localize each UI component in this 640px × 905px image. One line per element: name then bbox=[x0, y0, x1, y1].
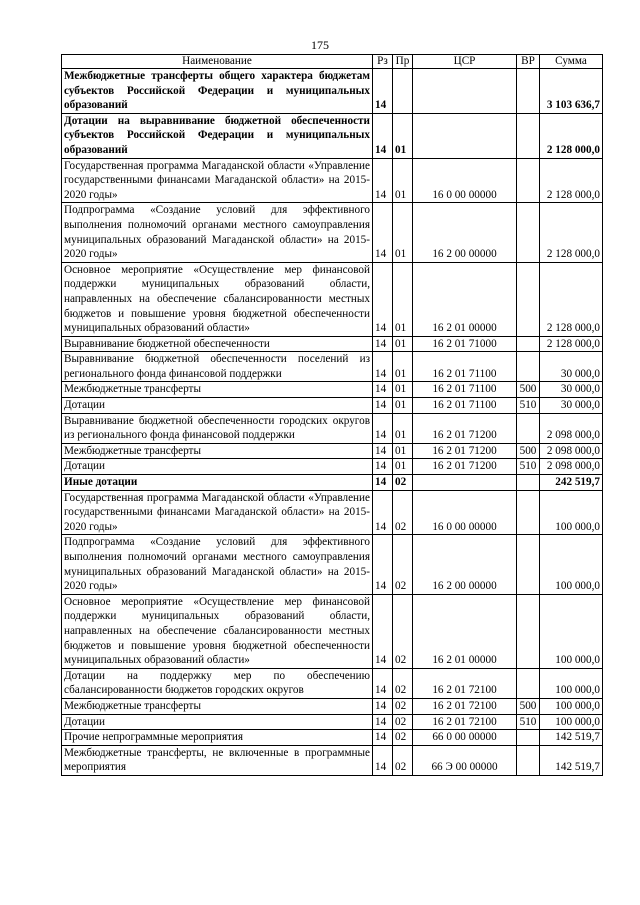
cell-pr: 01 bbox=[393, 459, 413, 475]
table-row bbox=[62, 745, 603, 775]
cell-rz: 14 bbox=[373, 698, 393, 714]
cell-rz: 14 bbox=[373, 158, 393, 203]
cell-name: Дотации bbox=[62, 398, 373, 414]
cell-vr: 510 bbox=[517, 459, 540, 475]
cell-rz: 14 bbox=[373, 413, 393, 443]
cell-name: Межбюджетные трансферты bbox=[62, 443, 373, 459]
table-row bbox=[62, 158, 603, 203]
cell-rz: 14 bbox=[373, 668, 393, 698]
cell-csr: 16 2 01 72100 bbox=[413, 698, 517, 714]
cell-vr bbox=[517, 69, 540, 114]
cell-name: Дотации bbox=[62, 459, 373, 475]
cell-pr bbox=[393, 69, 413, 114]
cell-rz: 14 bbox=[373, 714, 393, 730]
cell-sum: 30 000,0 bbox=[540, 382, 603, 398]
cell-sum: 100 000,0 bbox=[540, 490, 603, 535]
table-row bbox=[62, 352, 603, 382]
cell-csr: 16 2 01 00000 bbox=[413, 594, 517, 668]
cell-rz: 14 bbox=[373, 398, 393, 414]
header-sum: Сумма bbox=[540, 55, 603, 69]
cell-pr: 01 bbox=[393, 158, 413, 203]
cell-vr bbox=[517, 535, 540, 594]
cell-csr: 16 2 01 71100 bbox=[413, 352, 517, 382]
header-csr: ЦСР bbox=[413, 55, 517, 69]
cell-sum: 100 000,0 bbox=[540, 594, 603, 668]
cell-csr: 16 2 01 00000 bbox=[413, 262, 517, 336]
cell-pr: 02 bbox=[393, 668, 413, 698]
cell-rz: 14 bbox=[373, 475, 393, 491]
cell-name: Дотации на поддержку мер по обеспечению сбалансированности бюджетов городских округов bbox=[62, 668, 373, 698]
cell-name: Межбюджетные трансферты, не включенные в программные мероприятия bbox=[62, 745, 373, 775]
cell-sum: 142 519,7 bbox=[540, 745, 603, 775]
table-row bbox=[62, 398, 603, 414]
cell-rz: 14 bbox=[373, 69, 393, 114]
cell-csr: 16 2 00 00000 bbox=[413, 203, 517, 262]
cell-vr: 500 bbox=[517, 443, 540, 459]
cell-pr: 01 bbox=[393, 113, 413, 158]
cell-name: Государственная программа Магаданской области «Управление государственными финансами Магаданской области» на 2015-2020 годы» bbox=[62, 490, 373, 535]
cell-pr: 01 bbox=[393, 413, 413, 443]
cell-csr: 16 2 01 71200 bbox=[413, 459, 517, 475]
cell-sum: 3 103 636,7 bbox=[540, 69, 603, 114]
cell-csr: 16 0 00 00000 bbox=[413, 158, 517, 203]
header-pr: Пр bbox=[393, 55, 413, 69]
header-rz: Рз bbox=[373, 55, 393, 69]
cell-csr: 16 2 01 71100 bbox=[413, 398, 517, 414]
cell-vr bbox=[517, 203, 540, 262]
table-header-row bbox=[62, 55, 603, 69]
cell-vr bbox=[517, 730, 540, 746]
cell-sum: 2 098 000,0 bbox=[540, 443, 603, 459]
cell-rz: 14 bbox=[373, 459, 393, 475]
cell-vr bbox=[517, 668, 540, 698]
cell-vr: 510 bbox=[517, 398, 540, 414]
cell-rz: 14 bbox=[373, 203, 393, 262]
table-row bbox=[62, 698, 603, 714]
cell-name: Дотации на выравнивание бюджетной обеспеченности субъектов Российской Федерации и муниципальных образований bbox=[62, 113, 373, 158]
cell-csr: 66 Э 00 00000 bbox=[413, 745, 517, 775]
header-vr: ВР bbox=[517, 55, 540, 69]
cell-vr bbox=[517, 745, 540, 775]
cell-name: Прочие непрограммные мероприятия bbox=[62, 730, 373, 746]
cell-rz: 14 bbox=[373, 443, 393, 459]
cell-name: Выравнивание бюджетной обеспеченности городских округов из регионального фонда финансовой поддержки bbox=[62, 413, 373, 443]
page-number: 175 bbox=[311, 38, 329, 52]
cell-pr: 02 bbox=[393, 730, 413, 746]
cell-name: Государственная программа Магаданской области «Управление государственными финансами Магаданской области» на 2015-2020 годы» bbox=[62, 158, 373, 203]
cell-pr: 01 bbox=[393, 203, 413, 262]
cell-name: Межбюджетные трансферты bbox=[62, 698, 373, 714]
table-row bbox=[62, 336, 603, 352]
table-row bbox=[62, 475, 603, 491]
table-row bbox=[62, 490, 603, 535]
cell-name: Основное мероприятие «Осуществление мер финансовой поддержки муниципальных образований области, направленных на обеспечение сбалансированности местных бюджетов и повышение уровня бюджетной обеспеченности муниципальных образований области» bbox=[62, 262, 373, 336]
cell-name: Дотации bbox=[62, 714, 373, 730]
table-row bbox=[62, 113, 603, 158]
table-row bbox=[62, 262, 603, 336]
cell-csr: 16 2 01 71100 bbox=[413, 382, 517, 398]
cell-sum: 2 128 000,0 bbox=[540, 262, 603, 336]
table-row bbox=[62, 443, 603, 459]
cell-csr: 16 2 00 00000 bbox=[413, 535, 517, 594]
cell-sum: 2 128 000,0 bbox=[540, 158, 603, 203]
cell-name: Выравнивание бюджетной обеспеченности поселений из регионального фонда финансовой поддержки bbox=[62, 352, 373, 382]
cell-csr: 16 2 01 71200 bbox=[413, 413, 517, 443]
cell-name: Выравнивание бюджетной обеспеченности bbox=[62, 336, 373, 352]
table-row bbox=[62, 668, 603, 698]
cell-csr: 16 2 01 72100 bbox=[413, 714, 517, 730]
cell-csr: 16 0 00 00000 bbox=[413, 490, 517, 535]
cell-vr bbox=[517, 113, 540, 158]
table-row bbox=[62, 203, 603, 262]
cell-rz: 14 bbox=[373, 352, 393, 382]
cell-rz: 14 bbox=[373, 336, 393, 352]
cell-sum: 242 519,7 bbox=[540, 475, 603, 491]
table-row bbox=[62, 535, 603, 594]
cell-sum: 100 000,0 bbox=[540, 535, 603, 594]
cell-pr: 01 bbox=[393, 352, 413, 382]
cell-name: Подпрограмма «Создание условий для эффективного выполнения полномочий органами местного самоуправления муниципальных образований Магаданской области» на 2015-2020 годы» bbox=[62, 535, 373, 594]
cell-sum: 100 000,0 bbox=[540, 698, 603, 714]
cell-rz: 14 bbox=[373, 113, 393, 158]
cell-sum: 2 098 000,0 bbox=[540, 459, 603, 475]
cell-rz: 14 bbox=[373, 535, 393, 594]
cell-vr: 510 bbox=[517, 714, 540, 730]
cell-pr: 01 bbox=[393, 382, 413, 398]
cell-pr: 02 bbox=[393, 714, 413, 730]
table-row bbox=[62, 459, 603, 475]
cell-rz: 14 bbox=[373, 262, 393, 336]
cell-vr bbox=[517, 594, 540, 668]
cell-csr: 16 2 01 71200 bbox=[413, 443, 517, 459]
cell-vr bbox=[517, 490, 540, 535]
cell-vr bbox=[517, 413, 540, 443]
cell-pr: 01 bbox=[393, 262, 413, 336]
header-name: Наименование bbox=[62, 55, 373, 69]
cell-vr: 500 bbox=[517, 698, 540, 714]
cell-csr bbox=[413, 69, 517, 114]
cell-vr bbox=[517, 158, 540, 203]
cell-name: Межбюджетные трансферты общего характера бюджетам субъектов Российской Федерации и муниципальных образований bbox=[62, 69, 373, 114]
cell-sum: 2 128 000,0 bbox=[540, 203, 603, 262]
cell-vr bbox=[517, 336, 540, 352]
cell-csr bbox=[413, 113, 517, 158]
cell-sum: 30 000,0 bbox=[540, 352, 603, 382]
cell-csr: 66 0 00 00000 bbox=[413, 730, 517, 746]
budget-table bbox=[61, 54, 603, 776]
cell-vr bbox=[517, 262, 540, 336]
cell-pr: 01 bbox=[393, 443, 413, 459]
table-row bbox=[62, 714, 603, 730]
table-row bbox=[62, 382, 603, 398]
table-row bbox=[62, 413, 603, 443]
table-row bbox=[62, 69, 603, 114]
cell-name: Межбюджетные трансферты bbox=[62, 382, 373, 398]
cell-pr: 02 bbox=[393, 475, 413, 491]
cell-rz: 14 bbox=[373, 730, 393, 746]
cell-name: Основное мероприятие «Осуществление мер финансовой поддержки муниципальных образований области, направленных на обеспечение сбалансированности местных бюджетов и повышение уровня бюджетной обеспеченности муниципальных образований области» bbox=[62, 594, 373, 668]
table-row bbox=[62, 730, 603, 746]
cell-pr: 02 bbox=[393, 535, 413, 594]
cell-sum: 2 128 000,0 bbox=[540, 113, 603, 158]
cell-csr: 16 2 01 72100 bbox=[413, 668, 517, 698]
table-row bbox=[62, 594, 603, 668]
cell-rz: 14 bbox=[373, 382, 393, 398]
cell-pr: 02 bbox=[393, 594, 413, 668]
cell-vr bbox=[517, 352, 540, 382]
cell-csr: 16 2 01 71000 bbox=[413, 336, 517, 352]
cell-sum: 142 519,7 bbox=[540, 730, 603, 746]
cell-csr bbox=[413, 475, 517, 491]
cell-sum: 2 098 000,0 bbox=[540, 413, 603, 443]
cell-rz: 14 bbox=[373, 745, 393, 775]
cell-name: Подпрограмма «Создание условий для эффективного выполнения полномочий органами местного самоуправления муниципальных образований Магаданской области» на 2015-2020 годы» bbox=[62, 203, 373, 262]
cell-sum: 100 000,0 bbox=[540, 714, 603, 730]
cell-sum: 2 128 000,0 bbox=[540, 336, 603, 352]
cell-rz: 14 bbox=[373, 594, 393, 668]
cell-pr: 02 bbox=[393, 490, 413, 535]
cell-name: Иные дотации bbox=[62, 475, 373, 491]
cell-pr: 01 bbox=[393, 336, 413, 352]
cell-sum: 30 000,0 bbox=[540, 398, 603, 414]
cell-sum: 100 000,0 bbox=[540, 668, 603, 698]
table-body bbox=[62, 69, 603, 776]
cell-vr: 500 bbox=[517, 382, 540, 398]
cell-pr: 02 bbox=[393, 745, 413, 775]
cell-pr: 02 bbox=[393, 698, 413, 714]
cell-vr bbox=[517, 475, 540, 491]
cell-pr: 01 bbox=[393, 398, 413, 414]
cell-rz: 14 bbox=[373, 490, 393, 535]
